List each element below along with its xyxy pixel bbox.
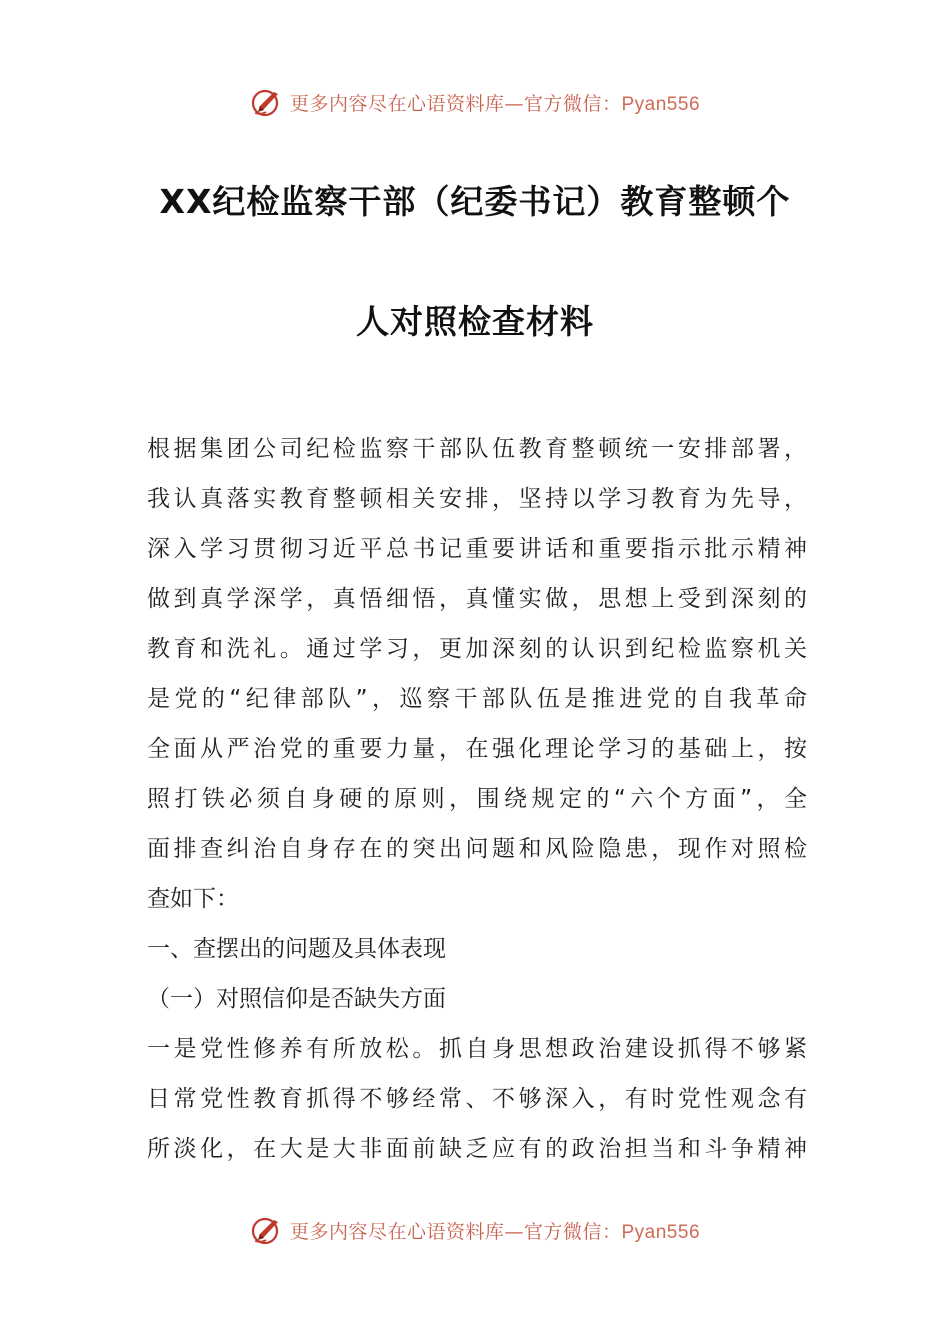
body-line: 是党的“纪律部队”，巡察干部队伍是推进党的自我革命 xyxy=(147,686,807,712)
body-line: 一是党性修养有所放松。抓自身思想政治建设抓得不够紧 xyxy=(147,1036,807,1062)
body-line: 我认真落实教育整顿相关安排，坚持以学习教育为先导， xyxy=(147,486,807,512)
body-line: 做到真学深学，真悟细悟，真懂实做，思想上受到深刻的 xyxy=(147,586,807,612)
document-title-line-2: 人对照检查材料 xyxy=(356,302,594,341)
watermark-wechat-id: Pyan556 xyxy=(621,1221,701,1243)
section-heading: 一、查摆出的问题及具体表现 xyxy=(147,936,446,962)
watermark-prefix: 更多内容尽在心语资料库—官方微信： xyxy=(289,1220,622,1243)
body-line: 根据集团公司纪检监察干部队伍教育整顿统一安排部署， xyxy=(147,436,807,462)
header-watermark xyxy=(0,82,950,122)
body-line: 教育和洗礼。通过学习，更加深刻的认识到纪检监察机关 xyxy=(147,636,807,662)
body-line: 查如下： xyxy=(147,886,239,912)
body-line: 面排查纠治自身存在的突出问题和风险隐患，现作对照检 xyxy=(147,836,807,862)
watermark-wechat-id: Pyan556 xyxy=(621,93,701,115)
footer-watermark xyxy=(0,1210,950,1250)
body-line: 日常党性教育抓得不够经常、不够深入，有时党性观念有 xyxy=(147,1086,807,1112)
document-title-line-1: XX纪检监察干部（纪委书记）教育整顿个 xyxy=(159,182,791,221)
body-line: 所淡化，在大是大非面前缺乏应有的政治担当和斗争精神 xyxy=(147,1136,807,1162)
watermark-prefix: 更多内容尽在心语资料库—官方微信： xyxy=(289,92,622,115)
body-line: 照打铁必须自身硬的原则，围绕规定的“六个方面”，全 xyxy=(147,786,807,812)
watermark-text xyxy=(290,1217,700,1244)
pen-logo-icon xyxy=(250,1213,284,1247)
subsection-heading: （一）对照信仰是否缺失方面 xyxy=(147,986,446,1012)
body-line: 深入学习贯彻习近平总书记重要讲话和重要指示批示精神 xyxy=(147,536,807,562)
body-line: 全面从严治党的重要力量，在强化理论学习的基础上，按 xyxy=(147,736,807,762)
watermark-text xyxy=(290,89,700,116)
pen-logo-icon xyxy=(250,85,284,119)
